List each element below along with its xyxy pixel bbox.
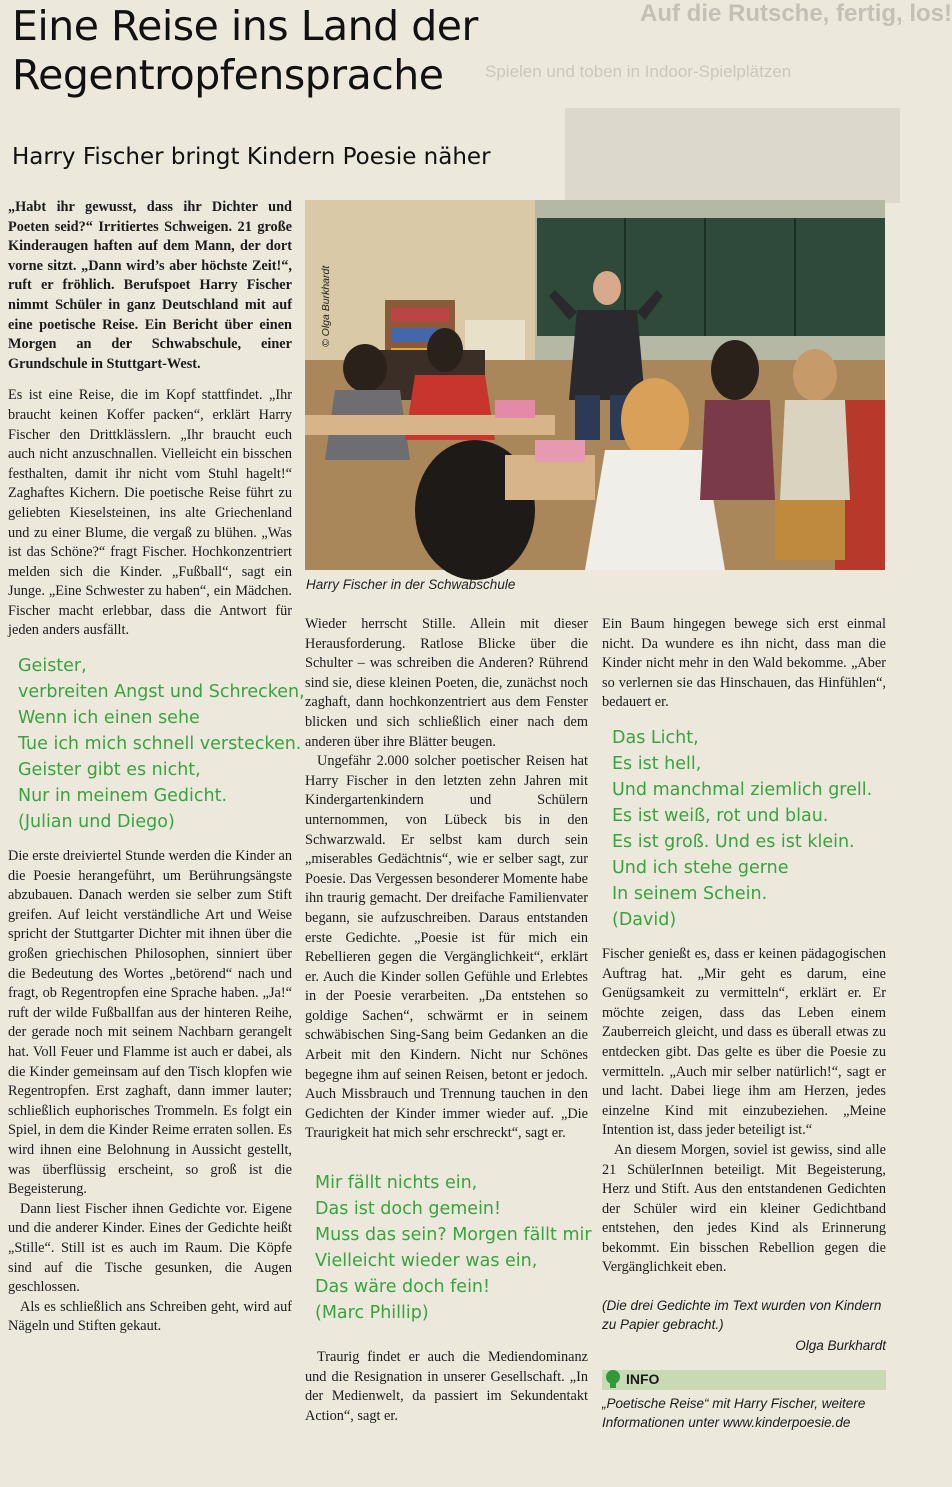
classroom-photo	[305, 200, 885, 570]
info-label: INFO	[626, 1370, 660, 1387]
paragraph-4: Als es schließlich ans Schreiben geht, wird auf Nägeln und Stiften gekaut.	[8, 1298, 292, 1335]
article-title	[12, 2, 572, 100]
poem-line: Muss das sein? Morgen fällt mir	[315, 1225, 592, 1246]
poem-author: (David)	[612, 909, 677, 930]
column-2	[305, 615, 592, 1426]
paragraph-10: An diesem Morgen, soviel ist gewiss, sind alle 21 SchülerInnen beteiligt. Mit Begeisterung, Herz und Stift. Aus den entstandenen Gedichten der Schüler wird ein kleiner Gedichtband entstehen, den jedes Kind als Erinnerung bekommt. Ein bisschen Rebellion gegen die Vergänglichkeit eben.	[602, 1141, 886, 1276]
title-line-2: Regentropfensprache	[12, 51, 444, 99]
poem-light	[612, 725, 886, 933]
bleed-photo-area	[565, 108, 900, 203]
poem-line: Und ich stehe gerne	[612, 857, 789, 878]
poem-line: Tue ich mich schnell verstecken.	[18, 734, 302, 755]
paragraph-8: Ein Baum hingegen bewege sich erst einmal nicht. Da wundere es ihn nicht, dass man die Kinder nicht mehr in den Wald bekomme. „Aber so verlernen sie das Hinschauen, das Hinfühlen“, bedauert er.	[602, 616, 886, 711]
poem-line: Geister gibt es nicht,	[18, 760, 201, 781]
paragraph-1: Es ist eine Reise, die im Kopf stattfindet. „Ihr braucht keinen Koffer packen“, erklärt Harry Fischer den Drittklässlern. „Ihr braucht euch auch nicht anzuschnallen. Vielleicht ein bisschen festhalten, damit ihr nicht vom Stuhl hagelt!“ Zaghaftes Kichern. Die poetische Reise führt zu geliebten Kieselsteinen, ins alte Griechenland und zu einer Blume, die vergaß zu blühen. „Was ist das Schöne?“ fragt Fischer. Hochkonzentriert melden sich die Kinder. „Fußball“, sagt ein Junge. „Eine Schwester zu haben“, ein Mädchen. Fischer macht erlebbar, dass die Antwort für jeden anders ausfällt.	[8, 387, 292, 639]
poem-line: Und manchmal ziemlich grell.	[612, 779, 873, 800]
paragraph-5: Wieder herrscht Stille. Allein mit dieser Herausforderung. Ratlose Blicke über die Schulter – was schreiben die Anderen? Rührend sind sie, diese kleinen Poeten, die, zunächst noch zaghaft, dann hochkonzentriert aus dem Fenster blicken und sich schließlich einer nach dem anderen über ihre Blätter beugen.	[305, 616, 588, 750]
poem-line: Vielleicht wieder was ein,	[315, 1251, 538, 1272]
poem-nothing	[315, 1170, 592, 1326]
poem-line: Mir fällt nichts ein,	[315, 1173, 478, 1194]
paragraph-7: Traurig findet er auch die Mediendominanz und die Resignation in unserer Gesellschaft. „In der Medienwelt, da passiert im Sekundentakt Action“, sagt er.	[305, 1349, 588, 1424]
poem-line: Geister,	[18, 656, 87, 677]
poem-line: Das Licht,	[612, 727, 699, 748]
poem-line: Das wäre doch fein!	[315, 1277, 491, 1298]
poem-line: Es ist weiß, rot und blau.	[612, 805, 829, 826]
lead-paragraph: „Habt ihr gewusst, dass ihr Dichter und Poeten seid?“ Irritiertes Schweigen. 21 große Kinderaugen haften auf dem Mann, der dort vorne sitzt. „Dann wird’s aber höchste Zeit!“, ruft er fröhlich. Berufspoet Harry Fischer nimmt Schüler in ganz Deutschland mit auf eine poetische Reise. Ein Bericht über einen Morgen an der Schwabschule, einer Grundschule in Stuttgart-West.	[8, 199, 292, 372]
photo-credit-text: © Olga Burkhardt	[320, 265, 332, 347]
poem-line: verbreiten Angst und Schrecken,	[18, 682, 305, 703]
photo-credit	[319, 238, 333, 348]
poem-author: (Marc Phillip)	[315, 1303, 429, 1324]
poem-line: In seinem Schein.	[612, 883, 768, 904]
column-1	[8, 198, 305, 1337]
title-line-1: Eine Reise ins Land der	[12, 2, 478, 50]
poem-line: Das ist doch gemein!	[315, 1199, 502, 1220]
bleed-headline: Auf die Rutsche, fertig, los!	[640, 0, 952, 27]
poem-line: Nur in meinem Gedicht.	[18, 786, 228, 807]
poem-ghosts	[18, 653, 305, 835]
author-name: Olga Burkhardt	[795, 1338, 886, 1354]
bleed-subline: Spielen und toben in Indoor-Spielplätzen	[485, 62, 792, 81]
poem-author: (Julian und Diego)	[18, 812, 175, 833]
poems-note: (Die drei Gedichte im Text wurden von Kindern zu Papier gebracht.)	[602, 1298, 882, 1333]
photo-caption: Harry Fischer in der Schwabschule	[306, 577, 516, 592]
classroom-illustration	[305, 200, 885, 570]
paragraph-3: Dann liest Fischer ihnen Gedichte vor. Eigene und die anderer Kinder. Eines der Gedichte heißt „Stille“. Still ist es auch im Raum. Die Köpfe sind auf die Tische gesunken, die Augen geschlossen.	[8, 1200, 292, 1296]
paragraph-2: Die erste dreiviertel Stunde werden die Kinder an die Poesie herangeführt, um Berührungsängste abzubauen. Danach werden sie selber zum Stift greifen. Auf leicht verständliche Art und Weise spricht der Stuttgarter Dichter mit ihnen über die großen griechischen Philosophen, sinniert über die Bedeutung des Wortes „betörend“ nach und fragt, ob Regentropfen eine Sprache haben. „Ja!“ ruft der wilde Fußballfan aus der hinteren Reihe, der gerade noch mit seinem Nachbarn gerangelt hat. Voll Feuer und Flamme ist auch er dabei, als die Kinder gemeinsam auf den Tisch klopfen wie Regentropfen. Erst zaghaft, dann immer lauter; schließlich euphorisches Trommeln. Es folgt ein Spiel, in dem die Kinder Reime erraten sollen. Es wird ihnen eine Belohnung in Aussicht gestellt, was überflüssig erscheint, so groß ist die Begeisterung.	[8, 848, 292, 1198]
column-3	[602, 615, 886, 1432]
lightbulb-icon	[604, 1369, 622, 1391]
info-box-header	[602, 1370, 886, 1390]
poem-line: Wenn ich einen sehe	[18, 708, 200, 729]
info-text: „Poetische Reise“ mit Harry Fischer, weitere Informationen unter www.kinderpoesie.de	[602, 1395, 866, 1430]
poem-line: Es ist groß. Und es ist klein.	[612, 831, 855, 852]
poem-line: Es ist hell,	[612, 753, 702, 774]
paragraph-9: Fischer genießt es, dass er keinen pädagogischen Auftrag hat. „Mir geht es darum, eine Genügsamkeit zu vermitteln“, erklärt er. Er möchte zeigen, dass das Leben einem Zauberreich gleicht, und dass es überall etwas zu entdecken gibt. Das gelte es über die Poesie zu vermitteln. „Auch mir selber natürlich!“, sagt er und lacht. Dabei liege ihm am Herzen, jedes einzelne Kind mit einzubeziehen. „Meine Intention ist, dass jeder beteiligt ist.“	[602, 945, 886, 1139]
paragraph-6: Ungefähr 2.000 solcher poetischer Reisen hat Harry Fischer in den letzten zehn Jahren mit Kindergartenkindern und Schülern unternommen, von Lübeck bis in den Schwarzwald. Er selbst kam durch sein „miserables Gedächtnis“, wie er selber sagt, zur Poesie. Das Vergessen besonderer Momente habe ihn traurig gemacht. Der dreifache Familienvater begann, sie aufzuschreiben. Daraus entstanden erste Gedichte. „Poesie ist für mich ein Rebellieren gegen die Vergänglichkeit“, erklärt er. Auch die Kinder sollen Gefühle und Erlebtes in der Poesie verarbeiten. „Da entstehen so goldige Sachen“, schwärmt er in seinem schwäbischen Sing-Sang beim Gedanken an die Arbeit mit den Kindern. Nicht nur Schönes begegne ihm auf seinen Reisen, betont er jedoch. Auch Missbrauch und Trennung tauchen in den Gedichten der Kinder immer wieder auf. „Die Traurigkeit hat mich sehr erschreckt“, sagt er.	[305, 753, 588, 1142]
article-subtitle: Harry Fischer bringt Kindern Poesie näher	[12, 144, 491, 170]
